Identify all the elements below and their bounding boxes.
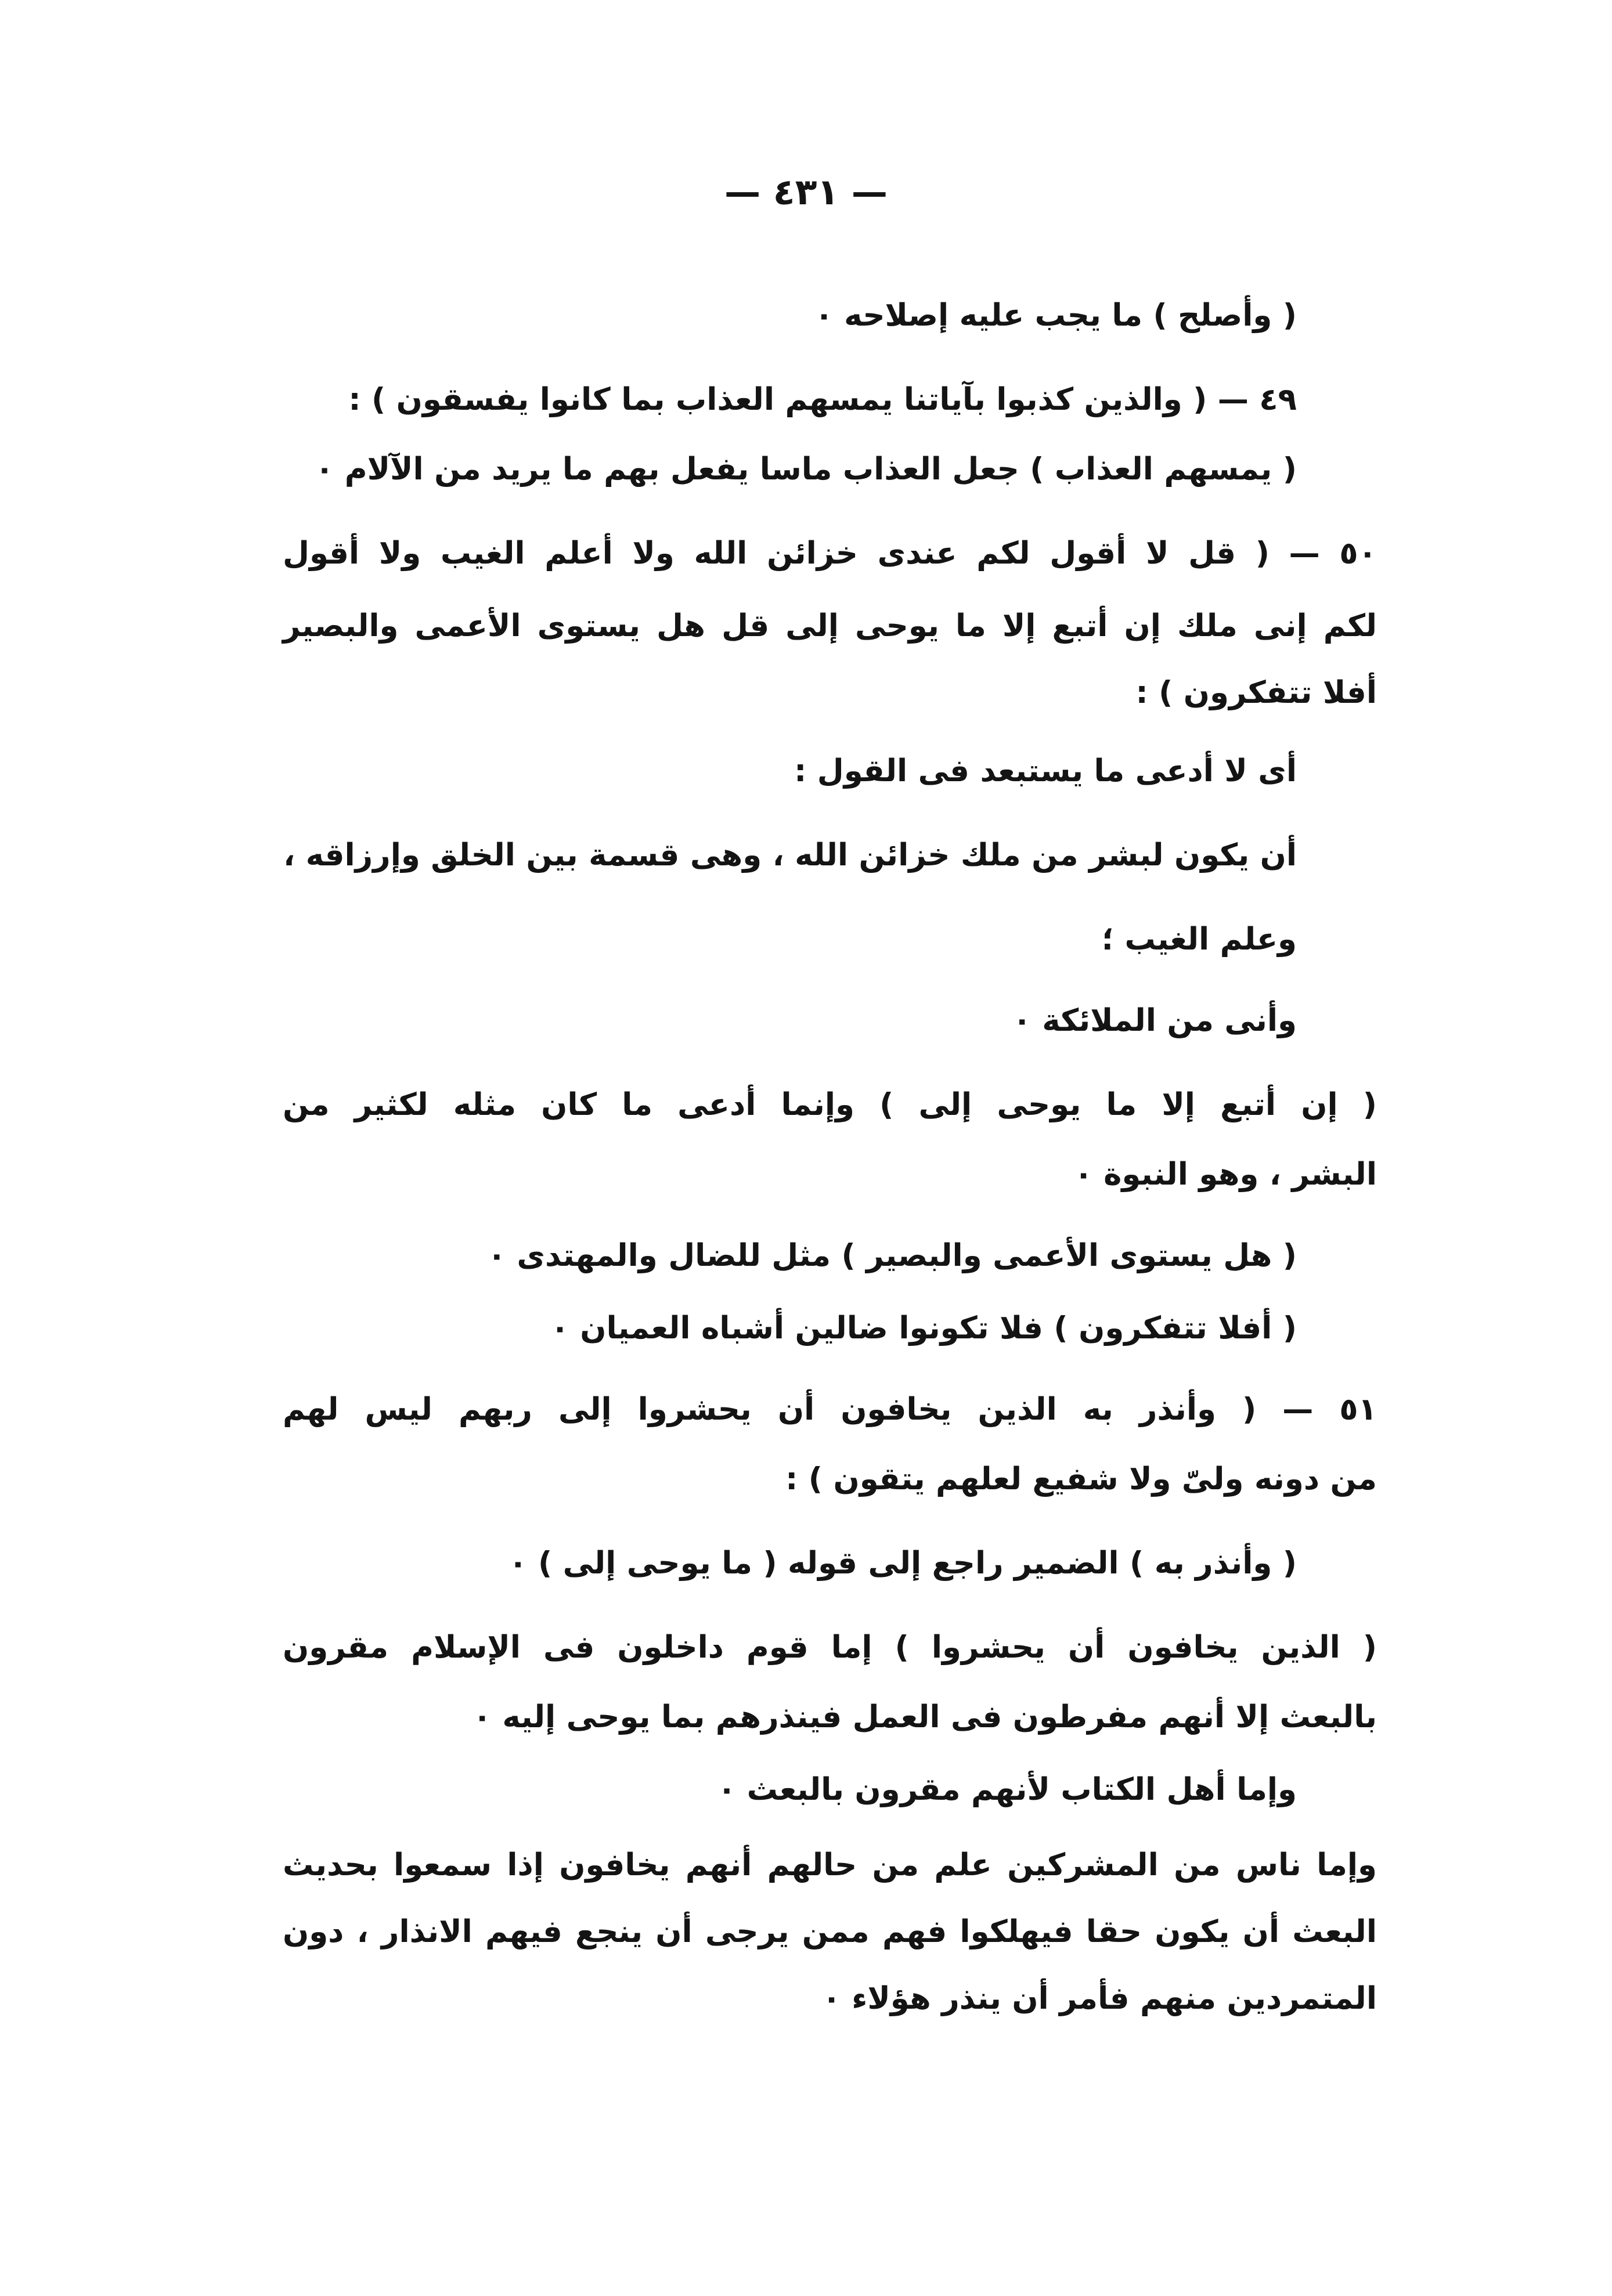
- text-line: ( يمسهم العذاب ) جعل العذاب ماسا يفعل بهم ما يريد من الآلام ٠: [315, 452, 1297, 487]
- text-line: البعث أن يكون حقا فيهلكوا فهم ممن يرجى أن ينجع فيهم الانذار ، دون: [283, 1914, 1377, 1950]
- text-line: وإما أهل الكتاب لأنهم مقرون بالبعث ٠: [717, 1772, 1297, 1807]
- verse-50-line: لكم إنى ملك إن أتبع إلا ما يوحى إلى قل هل يستوى الأعمى والبصير: [283, 608, 1377, 644]
- verse-49-line: ٤٩ — ( والذين كذبوا بآياتنا يمسهم العذاب بما كانوا يفسقون ) :: [348, 382, 1297, 417]
- text-line: وإما ناس من المشركين علم من حالهم أنهم يخافون إذا سمعوا بحديث: [283, 1847, 1377, 1883]
- verse-50-line: أفلا تتفكرون ) :: [1135, 675, 1377, 710]
- text-line: ( وأصلح ) ما يجب عليه إصلاحه ٠: [814, 298, 1297, 333]
- text-line: أن يكون لبشر من ملك خزائن الله ، وهى قسمة بين الخلق وإرزاقه ،: [283, 837, 1297, 873]
- text-line: وأنى من الملائكة ٠: [1012, 1003, 1297, 1038]
- text-line: المتمردين منهم فأمر أن ينذر هؤلاء ٠: [822, 1981, 1377, 2016]
- page-number: — ٤٣١ —: [724, 171, 888, 213]
- text-line: البشر ، وهو النبوة ٠: [1074, 1157, 1377, 1192]
- verse-51-line: من دونه ولىّ ولا شفيع لعلهم يتقون ) :: [785, 1461, 1377, 1497]
- text-line: ( الذين يخافون أن يحشروا ) إما قوم داخلون فى الإسلام مقرون: [283, 1630, 1377, 1665]
- text-line: أى لا أدعى ما يستبعد فى القول :: [794, 753, 1297, 789]
- text-line: ( هل يستوى الأعمى والبصير ) مثل للضال والمهتدى ٠: [487, 1238, 1297, 1273]
- text-line: ( أفلا تتفكرون ) فلا تكونوا ضالين أشباه العميان ٠: [550, 1311, 1297, 1346]
- text-line: ( إن أتبع إلا ما يوحى إلى ) وإنما أدعى ما كان مثله لكثير من: [283, 1087, 1377, 1122]
- text-line: وعلم الغيب ؛: [1101, 922, 1297, 957]
- text-line: بالبعث إلا أنهم مفرطون فى العمل فينذرهم بما يوحى إليه ٠: [473, 1699, 1377, 1735]
- verse-50-line: ٥٠ — ( قل لا أقول لكم عندى خزائن الله ولا أعلم الغيب ولا أقول: [283, 536, 1377, 571]
- verse-51-line: ٥١ — ( وأنذر به الذين يخافون أن يحشروا إلى ربهم ليس لهم: [283, 1392, 1377, 1427]
- text-line: ( وأنذر به ) الضمير راجع إلى قوله ( ما يوحى إلى ) ٠: [509, 1546, 1297, 1581]
